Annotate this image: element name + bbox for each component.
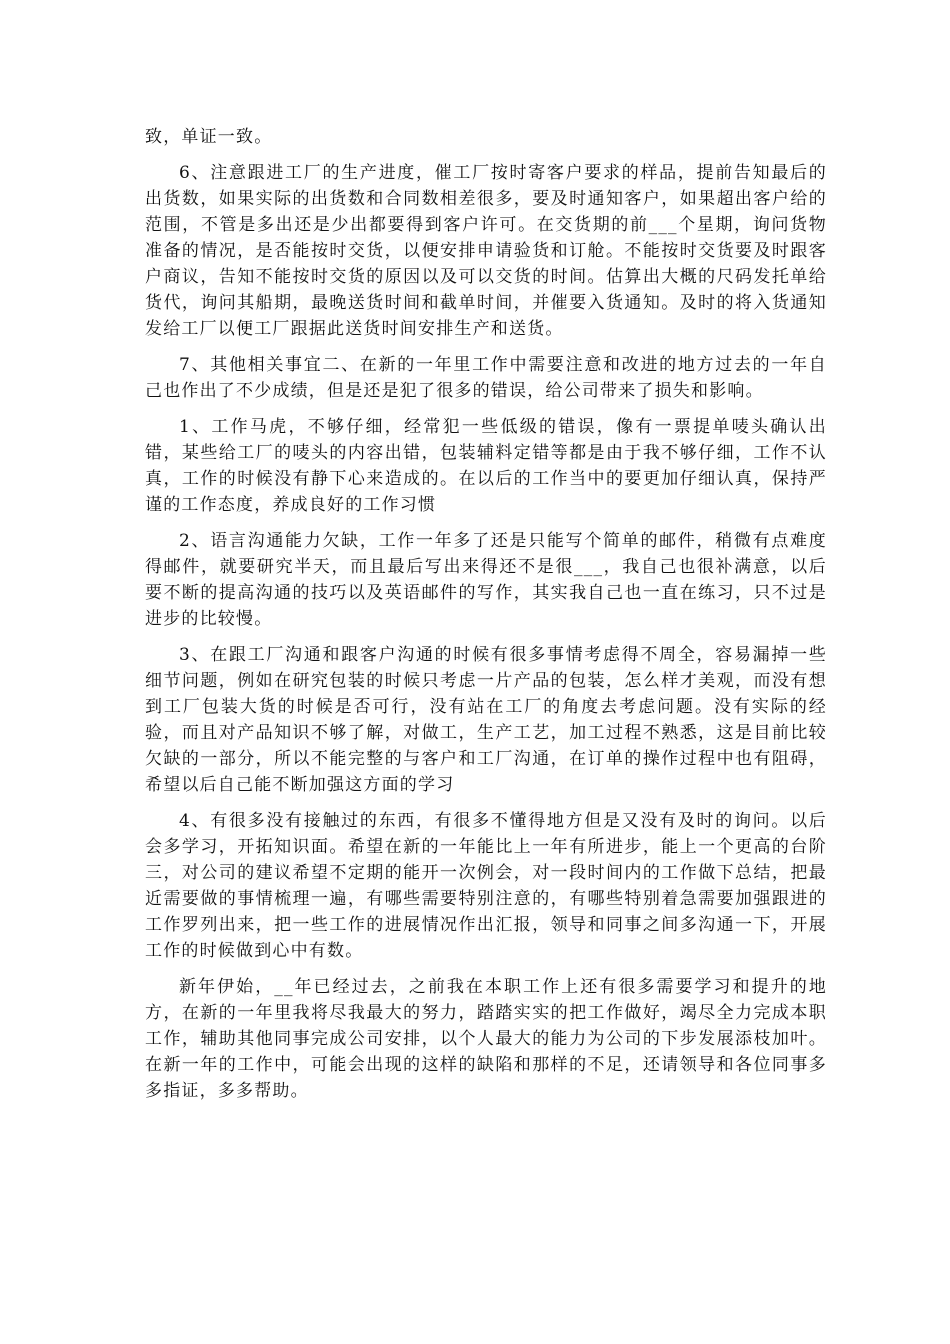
paragraph-item-6: 6、注意跟进工厂的生产进度，催工厂按时寄客户要求的样品，提前告知最后的出货数，如果实际的出货数和合同数相差很多，要及时通知客户，如果超出客户给的范围，不管是多出还是少出都要得到客户许可。在交货期的前___个星期，询问货物准备的情况，是否能按时交货，以便安排申请验货和订舱。不能按时交货要及时跟客户商议，告知不能按时交货的原因以及可以交货的时间。估算出大概的尺码发托单给货代，询问其船期，最晚送货时间和截单时间，并催要入货通知。及时的将入货通知发给工厂以便工厂跟据此送货时间安排生产和送货。 xyxy=(145,163,827,339)
paragraph-improvement-4: 4、有很多没有接触过的东西，有很多不懂得地方但是又没有及时的询问。以后会多学习，开拓知识面。希望在新的一年能比上一年有所进步，能上一个更高的台阶三，对公司的建议希望不定期的能开一次例会，对一段时间内的工作做下总结，把最近需要做的事情梳理一遍，有哪些需要特别注意的，有哪些特别着急需要加强跟进的工作罗列出来，把一些工作的进展情况作出汇报，领导和同事之间多沟通一下，开展工作的时候做到心中有数。 xyxy=(145,811,827,961)
document-page xyxy=(145,124,827,1114)
paragraph-improvement-1: 1、工作马虎，不够仔细，经常犯一些低级的错误，像有一票提单唛头确认出错，某些给工厂的唛头的内容出错，包装辅料定错等都是由于我不够仔细，工作不认真，工作的时候没有静下心来造成的。在以后的工作当中的要更加仔细认真，保持严谨的工作态度，养成良好的工作习惯 xyxy=(145,417,827,515)
paragraph-improvement-3: 3、在跟工厂沟通和跟客户沟通的时候有很多事情考虑得不周全，容易漏掉一些细节问题，例如在研究包装的时候只考虑一片产品的包装，怎么样才美观，而没有想到工厂包装大货的时候是否可行，没有站在工厂的角度去考虑问题。没有实际的经验，而且对产品知识不够了解，对做工，生产工艺，加工过程不熟悉，这是目前比较欠缺的一部分，所以不能完整的与客户和工厂沟通，在订单的操作过程中也有阻碍，希望以后自己能不断加强这方面的学习 xyxy=(145,645,827,795)
paragraph-item-7: 7、其他相关事宜二、在新的一年里工作中需要注意和改进的地方过去的一年自己也作出了不少成绩，但是还是犯了很多的错误，给公司带来了损失和影响。 xyxy=(145,355,827,401)
paragraph-improvement-2: 2、语言沟通能力欠缺，工作一年多了还是只能写个简单的邮件，稍微有点难度得邮件，就要研究半天，而且最后写出来得还不是很___，我自己也很补满意，以后要不断的提高沟通的技巧以及英语邮件的写作，其实我自己也一直在练习，只不过是进步的比较慢。 xyxy=(145,531,827,629)
paragraph-conclusion: 新年伊始，__年已经过去，之前我在本职工作上还有很多需要学习和提升的地方，在新的一年里我将尽我最大的努力，踏踏实实的把工作做好，竭尽全力完成本职工作，辅助其他同事完成公司安排，以个人最大的能力为公司的下步发展添枝加叶。在新一年的工作中，可能会出现的这样的缺陷和那样的不足，还请领导和各位同事多多指证，多多帮助。 xyxy=(145,977,827,1101)
paragraph-continuation: 致，单证一致。 xyxy=(145,127,273,147)
